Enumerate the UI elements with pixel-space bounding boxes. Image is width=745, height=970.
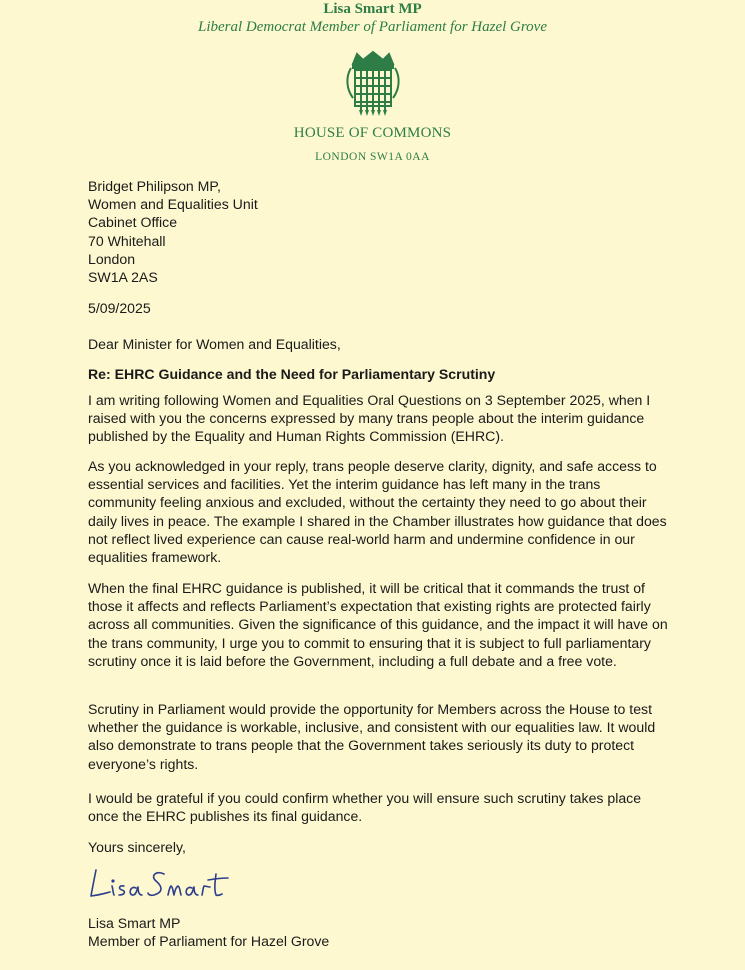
body-paragraph-1: I am writing following Women and Equalities Oral Questions on 3 September 2025, when I raised with you the concerns expressed by many trans people about the interim guidance published by the Equality and Human Rights Commission (EHRC). [88, 392, 651, 445]
subject-line: Re: EHRC Guidance and the Need for Parliamentary Scrutiny [88, 366, 496, 382]
house-address: LONDON SW1A 0AA [315, 151, 430, 163]
mp-role: Liberal Democrat Member of Parliament for Hazel Grove [198, 19, 547, 35]
mp-name: Lisa Smart MP [323, 1, 422, 17]
recipient-line: Women and Equalities Unit [88, 196, 258, 213]
portcullis-crest-icon [345, 50, 401, 116]
recipient-line: Bridget Philipson MP, [88, 178, 221, 194]
recipient-line: London [88, 250, 136, 267]
closing: Yours sincerely, [88, 839, 186, 855]
sender-title: Member of Parliament for Hazel Grove [88, 933, 330, 950]
recipient-line: 70 Whitehall [88, 232, 166, 249]
house-of-commons-title: HOUSE OF COMMONS [293, 125, 452, 141]
body-paragraph-4: Scrutiny in Parliament would provide the opportunity for Members across the House to test whether the guidance is workable, inclusive, and consistent with our equalities law. It would also demonstrate to trans people that the Government takes seriously its duty to protect everyone’s rights. [88, 701, 656, 772]
body-paragraph-2: As you acknowledged in your reply, trans people deserve clarity, dignity, and safe access to essential services and facilities. Yet the interim guidance has left many in the trans community feeling anxious and excluded, without the certainty they need to go about their daily lives in peace. The example I shared in the Chamber illustrates how guidance that does not reflect lived experience can cause real-world harm and undermine confidence in our equalities framework. [88, 458, 667, 566]
recipient-line: Cabinet Office [88, 214, 178, 231]
letter-date: 5/09/2025 [88, 300, 151, 316]
body-paragraph-3: When the final EHRC guidance is published, it will be critical that it commands the trust of those it affects and reflects Parliament’s expectation that existing rights are protected fairly across all communities. Given the significance of this guidance, and the impact it will have on the trans community, I urge you to commit to ensuring that it is subject to full parliamentary scrutiny once it is laid before the Government, including a full debate and a free vote. [88, 580, 668, 669]
body-paragraph-5: I would be grateful if you could confirm whether you will ensure such scrutiny takes place once the EHRC publishes its final guidance. [88, 790, 642, 825]
salutation: Dear Minister for Women and Equalities, [88, 336, 341, 352]
recipient-line: SW1A 2AS [88, 268, 158, 285]
sender-block [88, 914, 668, 950]
handwritten-signature [86, 862, 236, 907]
sender-name: Lisa Smart MP [88, 915, 181, 931]
recipient-address [88, 177, 668, 286]
